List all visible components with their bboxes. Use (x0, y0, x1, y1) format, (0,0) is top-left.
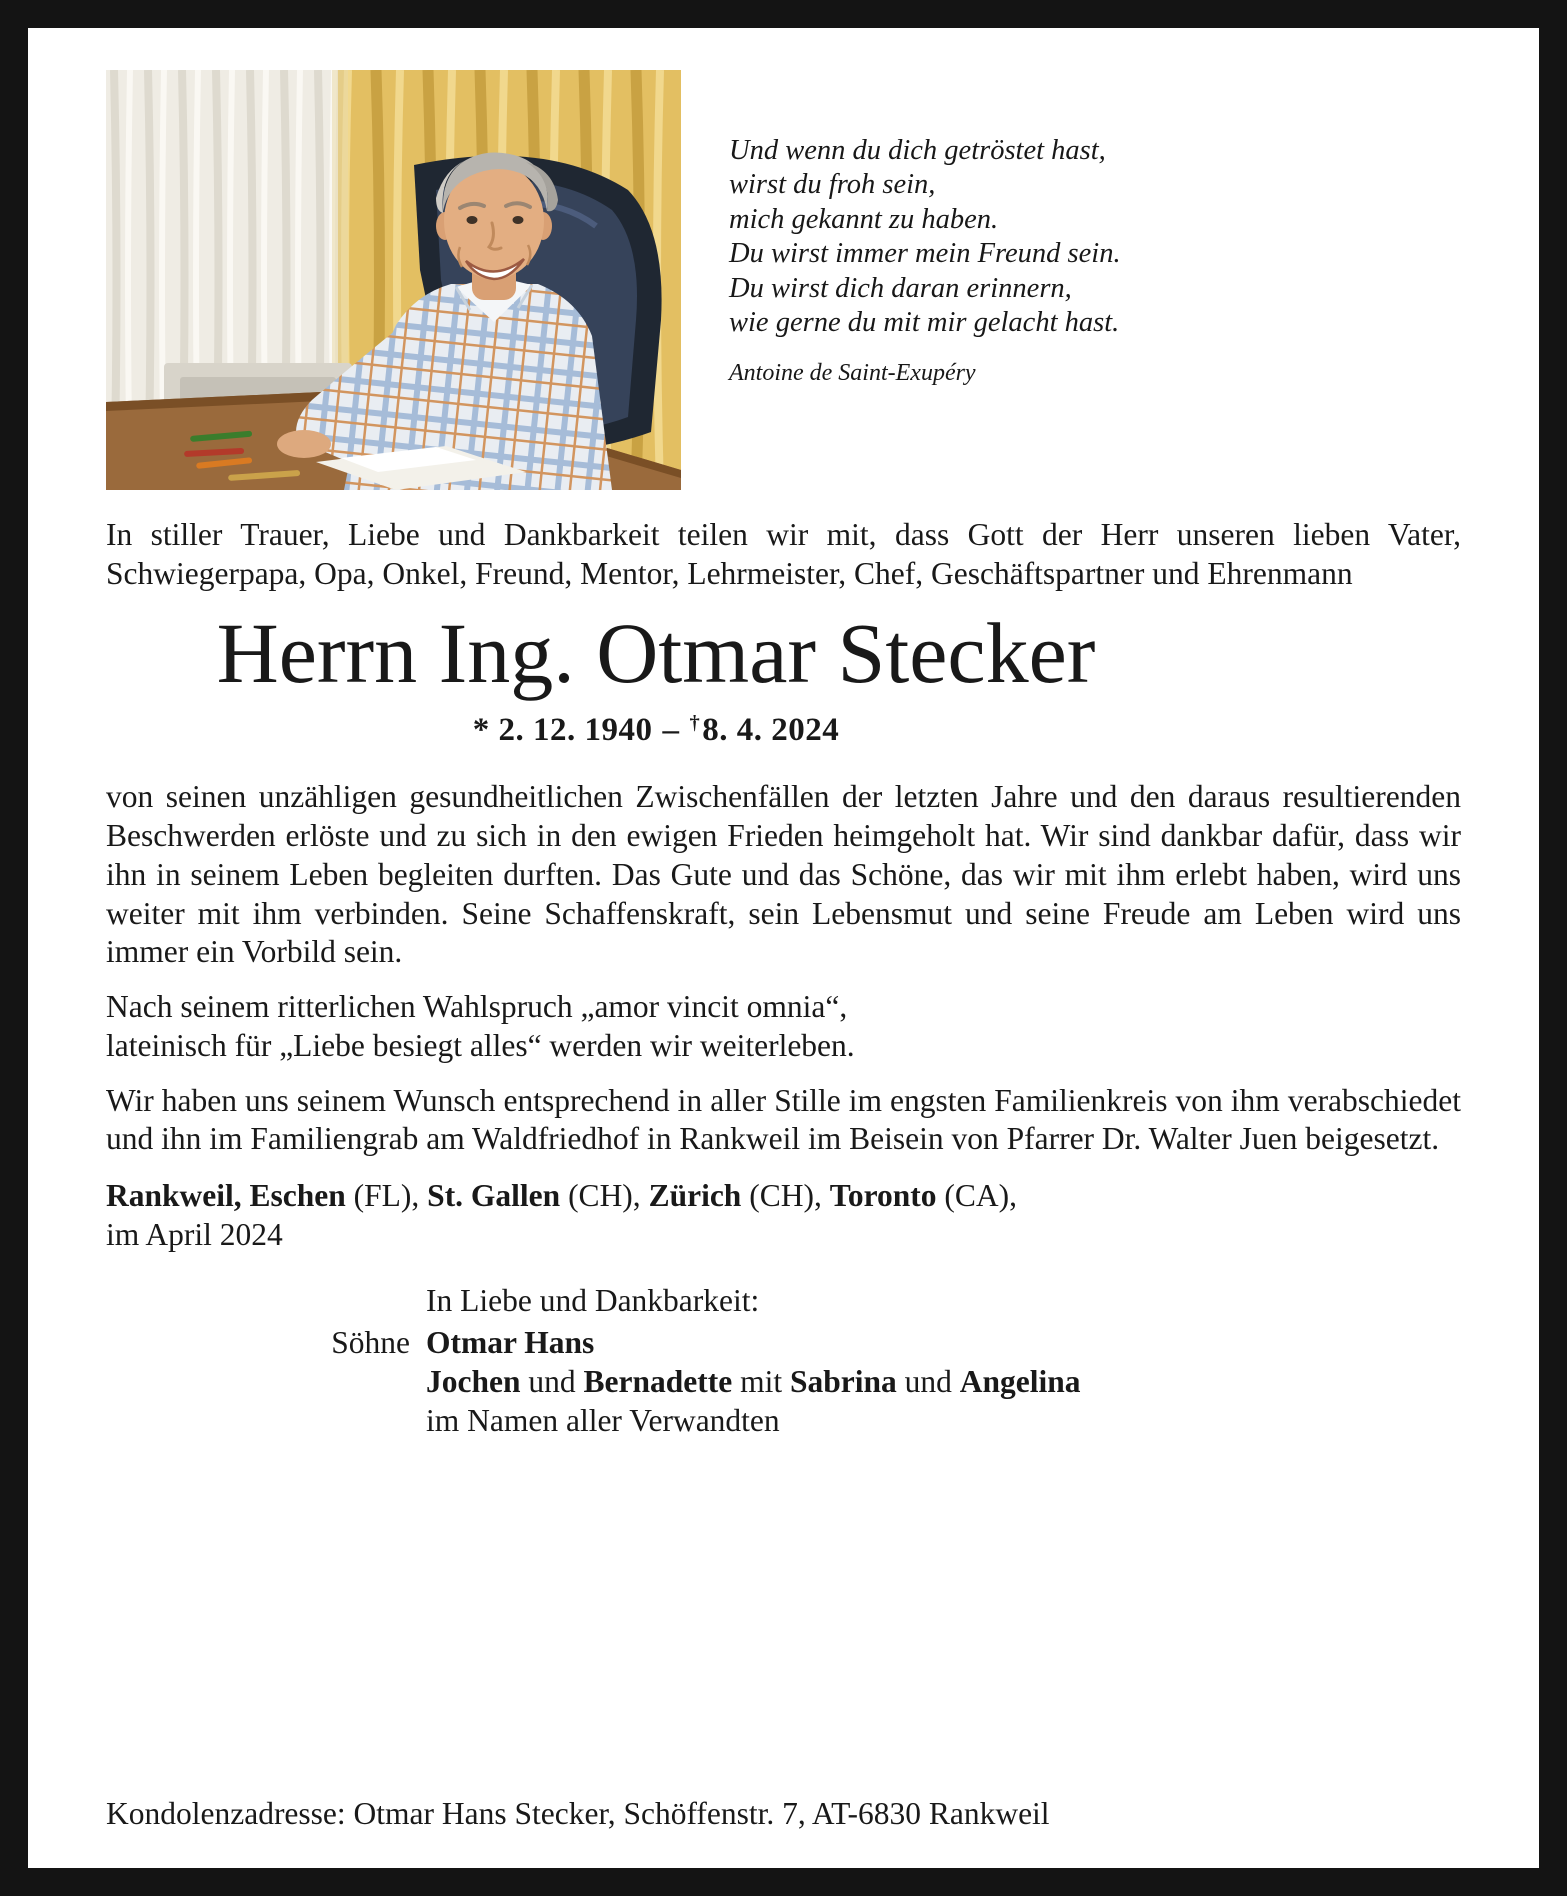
family-heading: In Liebe und Dankbarkeit: (426, 1283, 760, 1319)
quote-attribution: Antoine de Saint-Exupéry (729, 359, 976, 386)
text-segment: und (520, 1363, 584, 1399)
family-section (106, 1282, 1461, 1439)
memorial-quote (729, 70, 1121, 388)
text-segment: Rankweil, Eschen (106, 1177, 346, 1213)
text-segment: Otmar Hans (426, 1324, 595, 1360)
family-row (106, 1324, 1461, 1439)
portrait-illustration (106, 70, 681, 490)
text-segment: (CA), (936, 1177, 1017, 1213)
family-names (426, 1324, 1081, 1439)
quote-line: Du wirst immer mein Freund sein. (729, 238, 1121, 270)
main-paragraph: von seinen unzähligen gesundheitlichen Zwischenfällen der letzten Jahre und den daraus resultierenden Beschwerden erlöste und zu sich in den ewigen Frieden heimgeholt hat. Wir sind dankbar dafür, dass wir ihn in seinem Leben begleiten durften. Das Gute und das Schöne, das wir mit ihm erlebt haben, wird uns weiter mit ihm verbinden. Seine Schaffenskraft, sein Lebensmut und seine Freude am Leben wird uns immer ein Vorbild sein. (106, 779, 1461, 970)
family-line (426, 1363, 1081, 1400)
quote-line: mich gekannt zu haben. (729, 203, 999, 235)
quote-line: wirst du froh sein, (729, 169, 936, 201)
text-segment: mit (732, 1363, 790, 1399)
farewell-paragraph: Wir haben uns seinem Wunsch entsprechend in aller Stille im engsten Familienkreis von ihm verabschiedet und ihn im Familiengrab am Waldfriedhof in Rankweil im Beisein von Pfarrer Dr. Walter Juen beigesetzt. (106, 1082, 1461, 1157)
text-segment: Zürich (648, 1177, 742, 1213)
text-segment: (CH), (741, 1177, 830, 1213)
death-date: 8. 4. 2024 (702, 711, 840, 748)
text-segment: Bernadette (583, 1363, 733, 1399)
motto-line-1: Nach seinem ritterlichen Wahlspruch „amor vincit omnia“, (106, 989, 848, 1025)
family-line: im Namen aller Verwandten (426, 1402, 780, 1438)
deceased-name: Herrn Ing. Otmar Stecker (216, 605, 1096, 702)
header-section (106, 70, 1461, 490)
death-cross-icon: † (689, 711, 701, 734)
quote-line: wie gerne du mit mir gelacht hast. (729, 307, 1120, 339)
text-segment: Toronto (829, 1177, 937, 1213)
locations-line (106, 1177, 1461, 1254)
text-segment: Angelina (959, 1363, 1081, 1399)
text-segment: Jochen (426, 1363, 521, 1399)
portrait-photo (106, 70, 681, 490)
text-segment: und (896, 1363, 960, 1399)
motto-paragraph (106, 988, 1461, 1065)
quote-line: Du wirst dich daran erinnern, (729, 272, 1072, 304)
text-segment: (FL), (345, 1177, 428, 1213)
text-segment: Sabrina (789, 1363, 897, 1399)
sons-label: Söhne (331, 1324, 410, 1360)
text-segment: St. Gallen (427, 1177, 561, 1213)
obituary-sheet (28, 28, 1539, 1868)
family-line (426, 1324, 1081, 1361)
dates-separator: – (662, 711, 680, 748)
birth-date: * 2. 12. 1940 (472, 711, 653, 748)
motto-line-2: lateinisch für „Liebe besiegt alles“ werden wir weiterleben. (106, 1027, 855, 1063)
quote-line: Und wenn du dich getröstet hast, (729, 135, 1106, 166)
text-segment: (CH), (560, 1177, 649, 1213)
life-dates (106, 710, 1206, 751)
condolence-address: Kondolenzadresse: Otmar Hans Stecker, Schöffenstr. 7, AT-6830 Rankweil (106, 1796, 1050, 1832)
intro-paragraph: In stiller Trauer, Liebe und Dankbarkeit teilen wir mit, dass Gott der Herr unseren lieben Vater, Schwiegerpapa, Opa, Onkel, Freund, Mentor, Lehrmeister, Chef, Geschäftspartner und Ehrenmann (106, 517, 1461, 591)
locations-date: im April 2024 (106, 1216, 283, 1252)
